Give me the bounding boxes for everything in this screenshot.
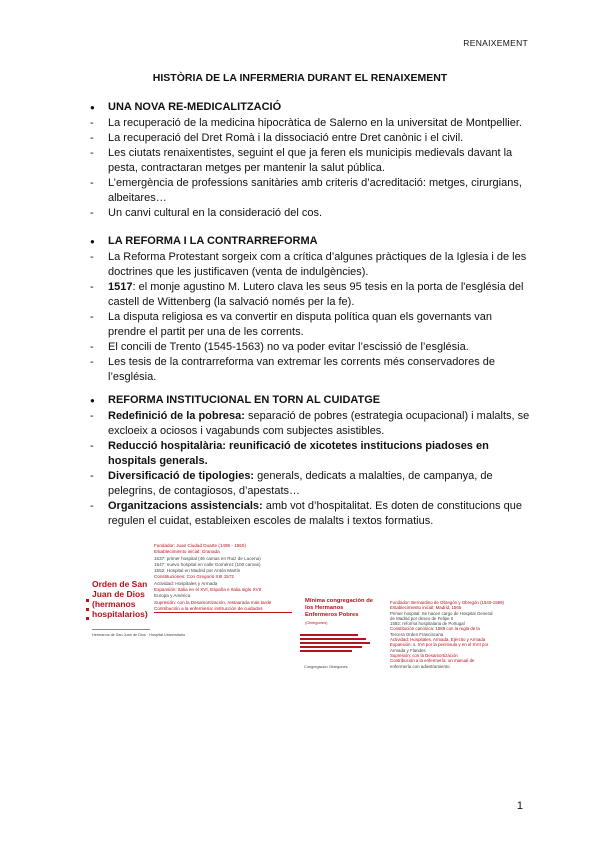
section-heading: ● UNA NOVA RE-MEDICALITZACIÓ xyxy=(90,100,530,115)
san-juan-de-dios-slide xyxy=(92,543,292,637)
slide-line: Armada y Flandes xyxy=(390,647,426,653)
slide-line: Supresión: con la Desamortización xyxy=(390,652,458,658)
slide-title: Orden de San Juan de Dios (hermanos hospitalarios) xyxy=(92,579,148,619)
list-item: - La recuperació de la medicina hipocràtica de Salerno en la universitat de Montpellier. xyxy=(90,116,530,131)
slide-line: Actividad: Hospitales, Armada, Ejército y Armada xyxy=(390,637,486,643)
slide-line: Actividad: Hospitales y Armada xyxy=(154,580,218,586)
slide-line: Tercera Orden Franciscana xyxy=(390,631,444,637)
section-reforma xyxy=(90,234,530,385)
obregones-slide xyxy=(300,598,525,673)
slide-line: Expansión: Italia en el XVI, España e Italia siglo XVII xyxy=(154,587,262,593)
slide-line: Contribución a la enfermería: un manual de xyxy=(390,658,475,664)
slide-line: Fundador: Juan Ciudad Duarte (1495 - 1550) xyxy=(154,543,246,548)
slide-title: Mínima congregación de los Hermanos Enfermeros Pobres (Obregones) xyxy=(305,598,373,625)
list-item: - Diversificació de tipologies: generals, dedicats a malalties, de campanya, de pelegrins, de contagiosos, d’apestats… xyxy=(90,469,530,499)
list-item: - Organitzacions assistencials: amb vot d’hospitalitat. Es doten de constitucions que regulen el cuidat, estableixen escoles de malalts i textos formatius. xyxy=(90,499,530,529)
slide-line: Europa y América xyxy=(154,593,191,599)
list-item: - L’emergència de professions sanitàries amb criteris d’acreditació: metges, cirurgians, albeitares… xyxy=(90,176,530,206)
section-heading: ● REFORMA INSTITUCIONAL EN TORN AL CUIDATGE xyxy=(90,393,530,408)
list-item: - Reducció hospitalària: reunificació de xicotetes institucions piadoses en hospitals generals. xyxy=(90,439,530,469)
red-bars xyxy=(300,634,370,652)
slide-line: 1537: primer hospital (46 camas en Ruiz de Lucena) xyxy=(154,555,261,561)
list-item: - Les tesis de la contrarreforma van extremar les corrents més conservadores de l’església. xyxy=(90,355,530,385)
page-number: 1 xyxy=(516,800,523,812)
slide-line: 1592: reforma hospitalaria de Portugal xyxy=(390,621,465,627)
slide-line: Supresión: con la Desamortización, restaurada más tarde xyxy=(154,599,272,605)
list-item: - 1517: el monje agustino M. Lutero clava les seus 95 tesis en la porta de l'església del castell de Wittenberg (la salvació només per la fe). xyxy=(90,280,530,310)
slide-footer: Congregación Obregones xyxy=(304,665,348,669)
section-heading: ● LA REFORMA I LA CONTRARREFORMA xyxy=(90,234,530,249)
list-item: - Redefinició de la pobresa: separació de pobres (estrategia ocupacional) i malalts, se excloeix a ociosos i vagabunds com subjectes asistibles. xyxy=(90,409,530,439)
slide-footer: Hermanos de San Juan de Dios · Hospital Universitario xyxy=(92,633,186,637)
slide-line: enfermería con adiestramiento xyxy=(390,663,450,669)
slide-line: 1552: Hospital en Madrid por Antón Martín xyxy=(154,568,241,574)
list-item: - La Reforma Protestant sorgeix com a crítica d’algunes pràctiques de la Iglesia i de les doctrines que les justificaven (venta de indulgències). xyxy=(90,250,530,280)
running-header: RENAIXEMENT xyxy=(463,38,528,48)
section-reforma-institucional xyxy=(90,393,530,529)
list-item: - La recuperació del Dret Romà i la dissociació entre Dret canònic i el civil. xyxy=(90,131,530,146)
list-item: - La disputa religiosa es va convertir en disputa política quan els governants van prendre el partit per una de les corrents. xyxy=(90,310,530,340)
slide-line: de Madrid por deseo de Felipe II xyxy=(390,615,454,621)
list-item: - Un canvi cultural en la consideració del cos. xyxy=(90,206,530,221)
red-marks xyxy=(86,599,89,625)
slide-line: Contribución a la enfermería: instrucción de cuidados xyxy=(154,606,292,613)
slide-line: Expansión: s. XVI por la península y en el XVII por xyxy=(390,642,489,648)
divider xyxy=(92,629,150,630)
slide-line: Establecimiento inicial: Madrid, 1565 xyxy=(390,605,462,611)
list-item: - El concili de Trento (1545-1563) no va poder evitar l’escissió de l’església. xyxy=(90,340,530,355)
slide-line: Fundador: Bernardino de Obregón y Obregón (1540-1599) xyxy=(390,600,504,605)
slide-line: 1547: nuevo hospital en calle Gomérez (100 camas) xyxy=(154,561,261,567)
list-item: - Les ciutats renaixentistes, seguint el que ja feren els municipis medievals davant la pesta, contractaran metges per mantenir la salut pública. xyxy=(90,146,530,176)
document-title: HISTÒRIA DE LA INFERMERIA DURANT EL RENAIXEMENT xyxy=(152,72,448,84)
section-remedicalitzacio xyxy=(90,100,530,221)
slide-line: Primer hospital: Se hacen cargo de Hospital General xyxy=(390,610,493,616)
slide-line: Establecimiento inicial: Granada xyxy=(154,549,220,555)
slide-line: Constituciones: Con Gregorio XIII 1572 xyxy=(154,574,234,580)
slide-body xyxy=(154,543,292,613)
slide-body xyxy=(390,600,520,669)
slide-line: Constitución canónica: 1589 con la regla de la xyxy=(390,626,480,632)
